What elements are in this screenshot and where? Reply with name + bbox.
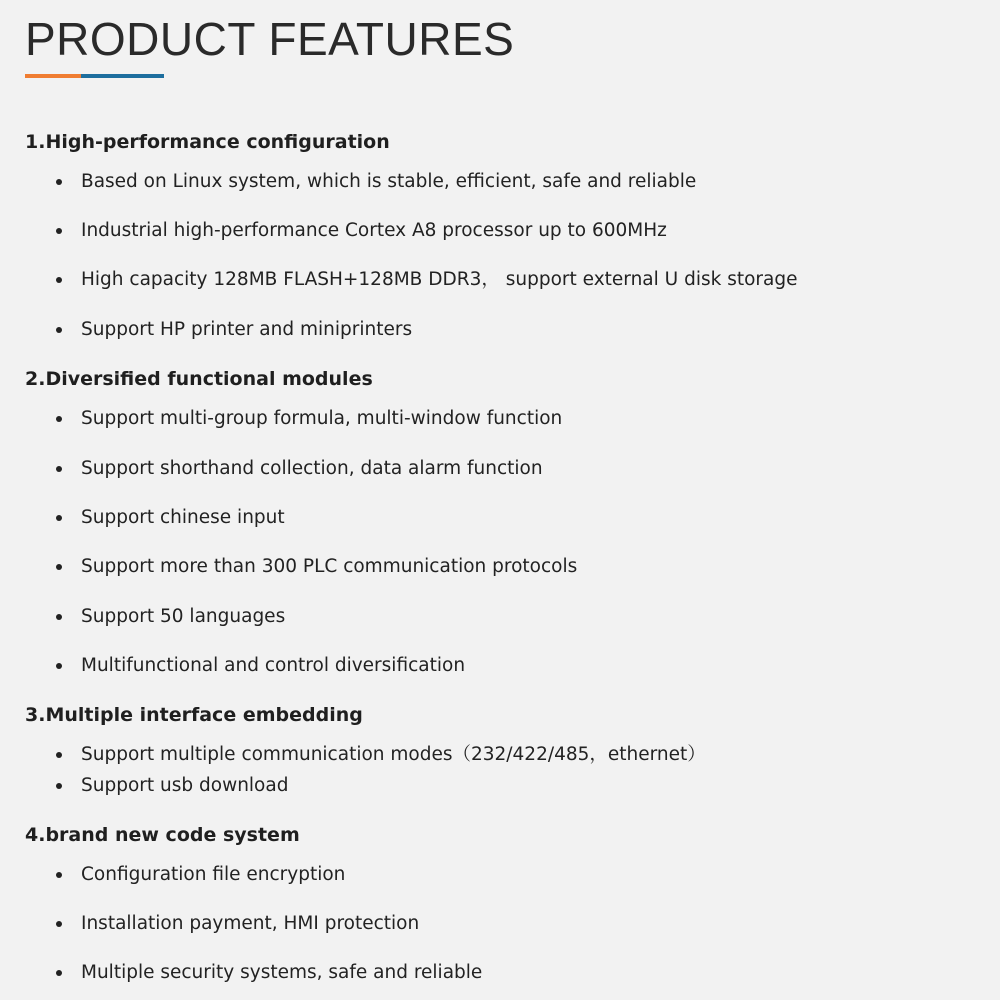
list-item-text: Support multi-group formula, multi-window function [81,408,563,429]
list-item [56,654,465,678]
bullet-icon [56,663,62,669]
bullet-icon [56,515,62,521]
bullet-icon [56,416,62,422]
list-item-text: Support usb download [81,775,289,796]
list-item-text: Industrial high-performance Cortex A8 processor up to 600MHz [81,220,667,241]
section-heading-1: 1.High-performance configuration [25,131,390,153]
list-item-text: Installation payment, HMI protection [81,913,420,934]
list-item-text: Support shorthand collection, data alarm function [81,458,543,479]
list-item-text: Support multiple communication modes（232/422/485，ethernet） [81,744,706,765]
bullet-icon [56,783,62,789]
list-item-text: Configuration file encryption [81,864,346,885]
list-item [56,863,345,887]
section-heading-4: 4.brand new code system [25,824,300,846]
section-heading-3: 3.Multiple interface embedding [25,704,363,726]
list-item [56,170,696,194]
page-title: PRODUCT FEATURES [25,13,515,65]
bullet-icon [56,564,62,570]
bullet-icon [56,614,62,620]
list-item [56,268,797,292]
list-item [56,457,543,481]
list-item [56,555,577,579]
list-item [56,743,706,767]
list-item [56,219,667,243]
bullet-icon [56,872,62,878]
list-item-text: Support HP printer and miniprinters [81,319,413,340]
bullet-icon [56,752,62,758]
list-item [56,961,482,985]
bullet-icon [56,327,62,333]
list-item-text: Multifunctional and control diversification [81,655,466,676]
section-heading-2: 2.Diversified functional modules [25,368,373,390]
list-item-text: Support chinese input [81,507,285,528]
list-item [56,605,285,629]
bullet-icon [56,921,62,927]
title-underline-orange [25,74,81,78]
bullet-icon [56,466,62,472]
list-item [56,506,285,530]
bullet-icon [56,970,62,976]
list-item-text: Support more than 300 PLC communication protocols [81,556,578,577]
bullet-icon [56,228,62,234]
list-item [56,318,412,342]
list-item [56,912,419,936]
title-underline-blue [81,74,164,78]
list-item [56,774,288,798]
list-item-text: High capacity 128MB FLASH+128MB DDR3， support external U disk storage [81,269,798,290]
list-item-text: Support 50 languages [81,606,286,627]
list-item-text: Based on Linux system, which is stable, efficient, safe and reliable [81,171,697,192]
list-item [56,407,562,431]
list-item-text: Multiple security systems, safe and reliable [81,962,483,983]
bullet-icon [56,179,62,185]
bullet-icon [56,277,62,283]
